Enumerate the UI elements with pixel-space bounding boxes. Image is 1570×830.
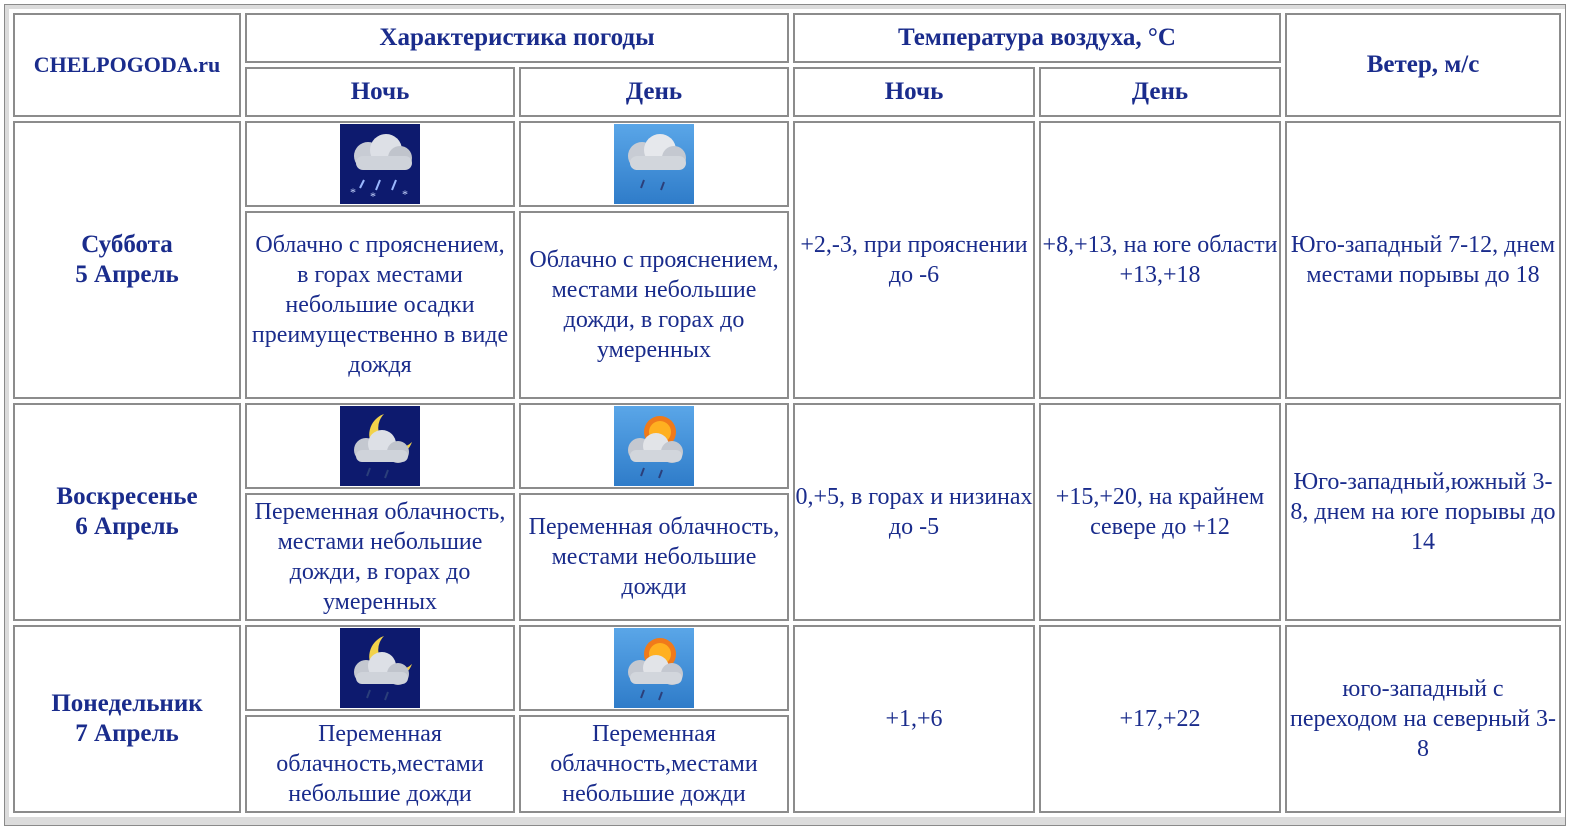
night-icon-cell: [245, 121, 515, 207]
cloud-rain-icon: [614, 124, 694, 204]
wind: Юго-западный,южный 3-8, днем на юге порывы до 14: [1285, 403, 1561, 621]
header-weather-night: Ночь: [245, 67, 515, 117]
svg-text:*: *: [402, 187, 408, 201]
header-temperature: Температура воздуха, °С: [793, 13, 1281, 63]
date: 7 Апрель: [75, 720, 179, 747]
forecast-frame: [4, 4, 1566, 826]
temp-day: +15,+20, на крайнем севере до +12: [1039, 403, 1281, 621]
date-cell: [13, 625, 241, 813]
day-icon-cell: [519, 403, 789, 489]
date: 5 Апрель: [75, 261, 179, 288]
moon-cloud-rain-icon: [340, 406, 420, 486]
header-weather-day: День: [519, 67, 789, 117]
wind: юго-западный с переходом на северный 3-8: [1285, 625, 1561, 813]
weekday: Понедельник: [51, 690, 203, 717]
night-icon-cell: [245, 403, 515, 489]
temp-night: 0,+5, в горах и низинах до -5: [793, 403, 1035, 621]
sun-cloud-rain-icon: [614, 406, 694, 486]
header-temp-night: Ночь: [793, 67, 1035, 117]
moon-cloud-rain-icon: [340, 628, 420, 708]
day-description: Переменная облачность,местами небольшие дожди: [519, 715, 789, 813]
wind: Юго-западный 7-12, днем местами порывы до 18: [1285, 121, 1561, 399]
header-temp-day: День: [1039, 67, 1281, 117]
night-icon-cell: [245, 625, 515, 711]
temp-night: +1,+6: [793, 625, 1035, 813]
weekday: Суббота: [81, 231, 173, 258]
header-wind: Ветер, м/с: [1285, 13, 1561, 117]
day-description: Переменная облачность, местами небольшие дожди: [519, 493, 789, 621]
date-cell: [13, 121, 241, 399]
temp-night: +2,-3, при прояснении до -6: [793, 121, 1035, 399]
cloud-snow-rain-icon: [340, 124, 420, 204]
svg-text:*: *: [370, 189, 376, 203]
night-description: Облачно с прояснением, в горах местами небольшие осадки преимущественно в виде дождя: [245, 211, 515, 399]
forecast-table: [9, 9, 1565, 817]
day-icon-cell: [519, 625, 789, 711]
day-icon-cell: [519, 121, 789, 207]
date-cell: [13, 403, 241, 621]
header-weather: Характеристика погоды: [245, 13, 789, 63]
night-description: Переменная облачность, местами небольшие дожди, в горах до умеренных: [245, 493, 515, 621]
site-logo-text[interactable]: CHELPOGODA.ru: [13, 13, 241, 117]
date: 6 Апрель: [75, 513, 179, 540]
temp-day: +17,+22: [1039, 625, 1281, 813]
svg-text:*: *: [350, 185, 356, 199]
sun-cloud-rain-icon: [614, 628, 694, 708]
day-description: Облачно с прояснением, местами небольшие дожди, в горах до умеренных: [519, 211, 789, 399]
night-description: Переменная облачность,местами небольшие дожди: [245, 715, 515, 813]
temp-day: +8,+13, на юге области +13,+18: [1039, 121, 1281, 399]
weekday: Воскресенье: [56, 483, 198, 510]
